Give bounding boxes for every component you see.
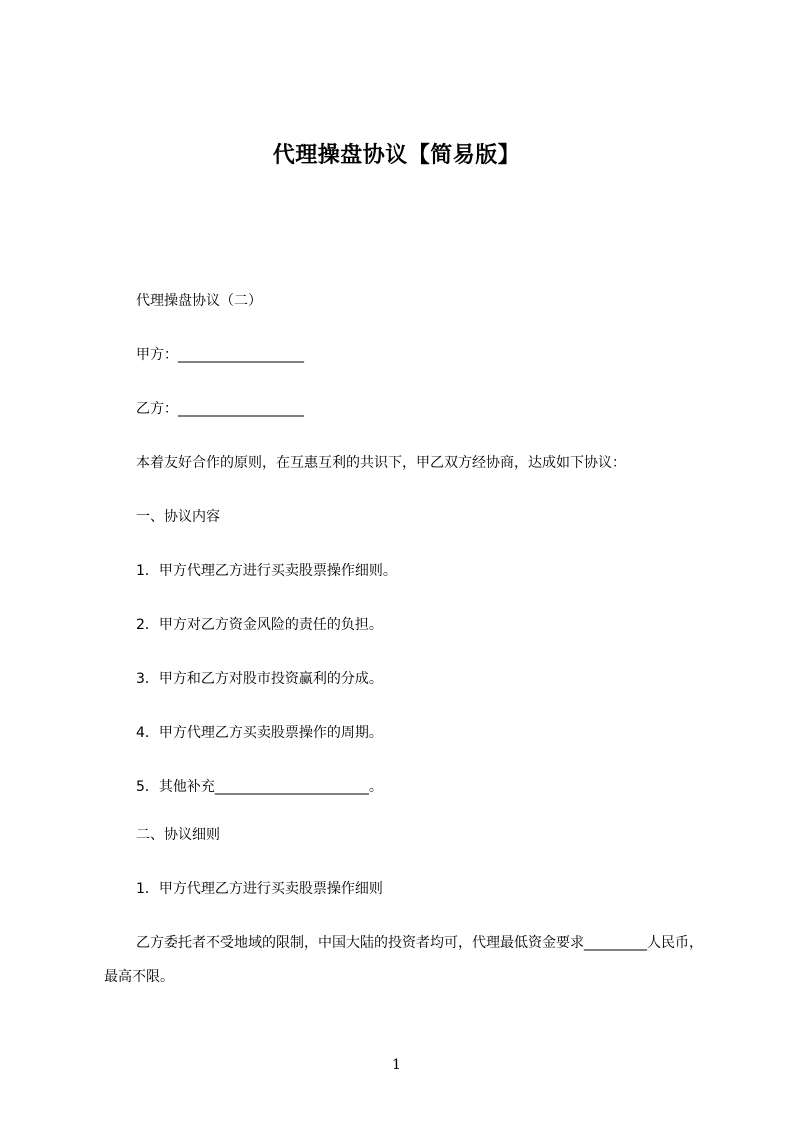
section-1-item-1: 1．甲方代理乙方进行买卖股票操作细则。 [136, 563, 397, 579]
party-a-line: 甲方：__________________ [136, 347, 304, 363]
page-number: 1 [392, 1057, 401, 1073]
section-1-item-4: 4．甲方代理乙方买卖股票操作的周期。 [136, 725, 383, 741]
section-2-item-1-heading: 1．甲方代理乙方进行买卖股票操作细则 [136, 881, 383, 897]
document-title: 代理操盘协议【简易版】 [272, 143, 521, 168]
section-2-heading: 二、协议细则 [136, 827, 220, 843]
document-subtitle: 代理操盘协议（二） [136, 293, 262, 309]
section-1-heading: 一、协议内容 [136, 509, 220, 525]
party-b-line: 乙方：__________________ [136, 401, 304, 417]
section-2-item-1-body: 乙方委托者不受地域的限制，中国大陆的投资者均可，代理最低资金要求_________人民币，最高不限。 [104, 935, 703, 985]
intro-paragraph: 本着友好合作的原则，在互惠互利的共识下，甲乙双方经协商，达成如下协议： [136, 455, 626, 471]
section-1-item-2: 2．甲方对乙方资金风险的责任的负担。 [136, 617, 383, 633]
section-1-item-5: 5．其他补充______________________。 [136, 779, 383, 795]
section-1-item-3: 3．甲方和乙方对股市投资赢利的分成。 [136, 671, 383, 687]
